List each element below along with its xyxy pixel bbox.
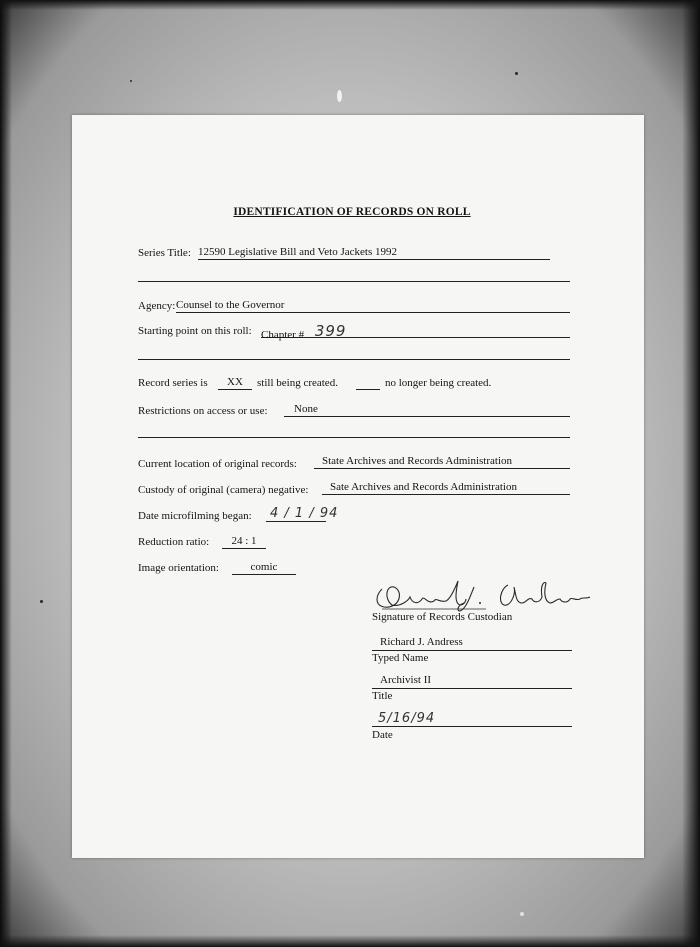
date-value: 5/16/94 <box>378 711 436 726</box>
restrictions-row <box>138 405 268 417</box>
typed-name-caption: Typed Name <box>372 652 429 664</box>
dust-speck <box>40 600 43 603</box>
current-location-value: State Archives and Records Administration <box>322 455 513 467</box>
film-edge-bottom <box>0 935 700 947</box>
no-longer-created-mark[interactable] <box>356 376 380 390</box>
dust-speck <box>337 90 342 102</box>
date-field[interactable] <box>372 711 572 727</box>
date-began-row <box>138 510 252 522</box>
orientation-field[interactable] <box>232 561 296 575</box>
typed-name-value: Richard J. Andress <box>380 636 463 648</box>
title-caption: Title <box>372 690 393 702</box>
orientation-label: Image orientation: <box>138 562 219 574</box>
restrictions-label: Restrictions on access or use: <box>138 405 268 417</box>
starting-point-field[interactable] <box>261 322 570 341</box>
form-title: IDENTIFICATION OF RECORDS ON ROLL <box>233 206 471 218</box>
signature-caption: Signature of Records Custodian <box>372 611 513 623</box>
film-edge-top <box>0 0 700 10</box>
series-title-row <box>138 247 191 259</box>
date-caption: Date <box>372 729 393 741</box>
film-edge-right <box>682 0 700 947</box>
blank-line <box>138 437 570 438</box>
series-title-field[interactable] <box>198 246 550 260</box>
custody-label: Custody of original (camera) negative: <box>138 484 309 496</box>
title-value: Archivist II <box>380 674 432 686</box>
restrictions-field[interactable] <box>284 403 570 417</box>
title-field[interactable] <box>372 674 572 689</box>
blank-line <box>138 281 570 282</box>
still-being-created-text: still being created. <box>257 377 338 389</box>
dust-speck <box>520 912 524 916</box>
custody-row <box>138 484 308 496</box>
no-longer-created-text: no longer being created. <box>385 377 492 389</box>
blank-line <box>138 359 570 360</box>
record-series-row <box>138 377 208 389</box>
reduction-field[interactable] <box>222 535 266 549</box>
agency-value: Counsel to the Governor <box>176 299 285 311</box>
still-being-created-mark[interactable] <box>218 376 252 390</box>
agency-label: Agency: <box>138 300 176 312</box>
date-began-field[interactable] <box>266 506 339 522</box>
agency-row <box>138 300 175 312</box>
orientation-value: comic <box>250 561 278 573</box>
custodian-signature-image <box>370 577 595 613</box>
still-being-created-text-row <box>257 377 338 389</box>
series-title-value: 12590 Legislative Bill and Veto Jackets 1992 <box>198 246 397 258</box>
still-being-created-value: XX <box>227 376 243 388</box>
restrictions-value: None <box>294 403 318 415</box>
agency-field[interactable] <box>176 299 570 313</box>
reduction-row <box>138 536 209 548</box>
custody-field[interactable] <box>322 481 570 495</box>
chapter-number-handwritten: 399 <box>314 322 347 340</box>
date-began-value: 4 / 1 / 94 <box>270 506 339 521</box>
dust-speck <box>130 80 132 82</box>
orientation-row <box>138 562 219 574</box>
current-location-label: Current location of original records: <box>138 458 297 470</box>
film-edge-left <box>0 0 12 947</box>
records-form <box>72 115 644 858</box>
no-longer-created-text-row <box>385 377 491 389</box>
typed-name-field[interactable] <box>372 636 572 651</box>
dust-speck <box>515 72 518 75</box>
reduction-value: 24 : 1 <box>231 535 257 547</box>
series-title-label: Series Title: <box>138 247 191 259</box>
starting-point-label: Starting point on this roll: <box>138 325 252 337</box>
reduction-label: Reduction ratio: <box>138 536 210 548</box>
record-series-label: Record series is <box>138 377 208 389</box>
current-location-row <box>138 458 297 470</box>
current-location-field[interactable] <box>314 455 570 469</box>
date-began-label: Date microfilming began: <box>138 510 252 522</box>
custody-value: Sate Archives and Records Administration <box>330 481 517 493</box>
starting-point-row <box>138 325 252 337</box>
starting-point-value: Chapter # <box>261 329 305 341</box>
